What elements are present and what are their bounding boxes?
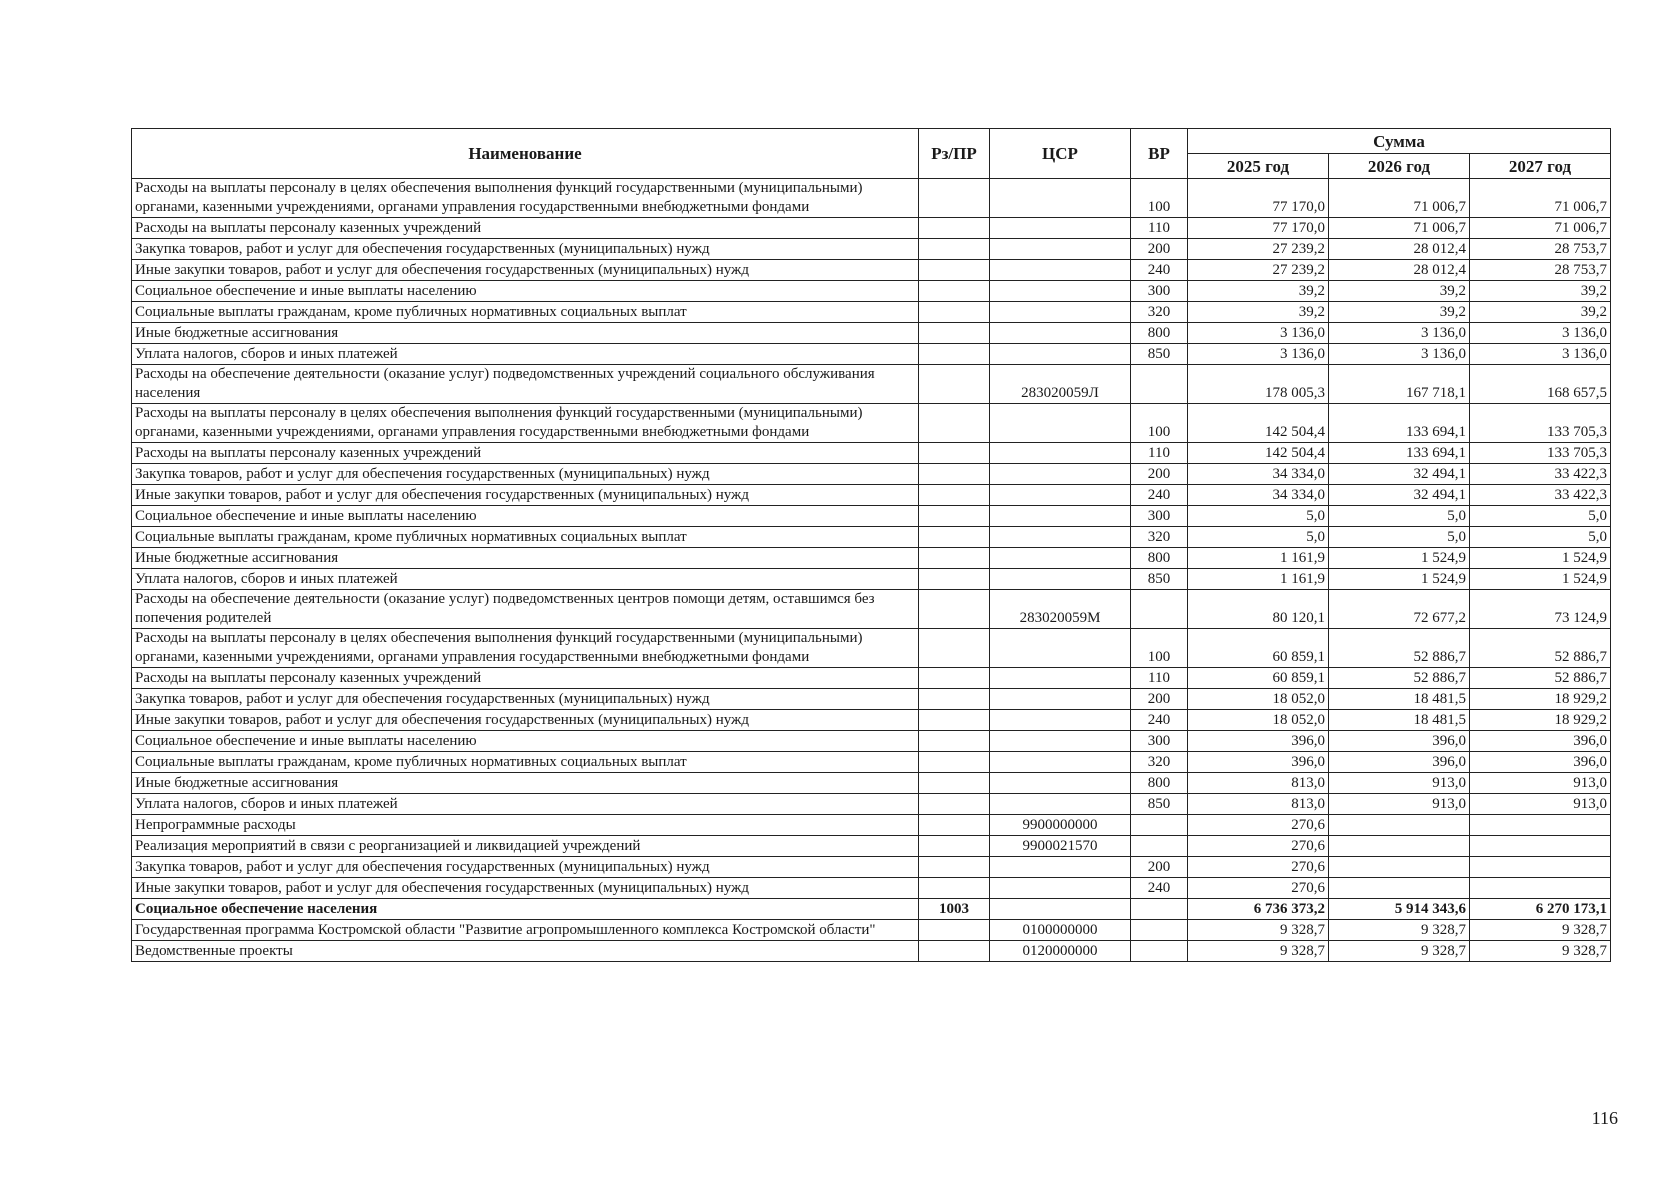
cell-sum-2026: 913,0 (1329, 794, 1470, 815)
table-row (132, 548, 1611, 569)
cell-sum-2025: 270,6 (1188, 836, 1329, 857)
cell-sum-2026: 72 677,2 (1329, 590, 1470, 629)
cell-sum-2026: 133 694,1 (1329, 443, 1470, 464)
cell-sum-2026: 396,0 (1329, 752, 1470, 773)
cell-rz-pr (919, 752, 990, 773)
cell-vr: 240 (1131, 260, 1188, 281)
cell-sum-2027: 52 886,7 (1470, 629, 1611, 668)
table-row (132, 179, 1611, 218)
cell-csr: 283020059М (990, 590, 1131, 629)
cell-sum-2026 (1329, 836, 1470, 857)
cell-rz-pr (919, 485, 990, 506)
budget-table (131, 128, 1611, 962)
cell-sum-2025: 396,0 (1188, 752, 1329, 773)
cell-sum-2027: 71 006,7 (1470, 218, 1611, 239)
table-row (132, 218, 1611, 239)
cell-sum-2027: 1 524,9 (1470, 548, 1611, 569)
cell-rz-pr (919, 506, 990, 527)
cell-name: Закупка товаров, работ и услуг для обеспечения государственных (муниципальных) нужд (132, 689, 919, 710)
cell-csr (990, 878, 1131, 899)
cell-sum-2027: 28 753,7 (1470, 239, 1611, 260)
cell-vr: 100 (1131, 629, 1188, 668)
header-year-2025: 2025 год (1188, 154, 1329, 179)
cell-csr (990, 689, 1131, 710)
table-row (132, 323, 1611, 344)
header-year-2026: 2026 год (1329, 154, 1470, 179)
cell-sum-2026: 52 886,7 (1329, 629, 1470, 668)
cell-sum-2026 (1329, 878, 1470, 899)
cell-sum-2026: 9 328,7 (1329, 941, 1470, 962)
cell-sum-2027: 396,0 (1470, 731, 1611, 752)
cell-vr (1131, 590, 1188, 629)
cell-name: Иные закупки товаров, работ и услуг для обеспечения государственных (муниципальных) нужд (132, 710, 919, 731)
cell-rz-pr (919, 836, 990, 857)
cell-rz-pr (919, 878, 990, 899)
table-row (132, 731, 1611, 752)
cell-rz-pr (919, 710, 990, 731)
cell-sum-2025: 5,0 (1188, 527, 1329, 548)
cell-csr (990, 752, 1131, 773)
cell-sum-2026: 133 694,1 (1329, 404, 1470, 443)
cell-sum-2025: 9 328,7 (1188, 920, 1329, 941)
cell-sum-2027 (1470, 836, 1611, 857)
cell-vr: 110 (1131, 668, 1188, 689)
cell-name: Социальное обеспечение и иные выплаты населению (132, 281, 919, 302)
cell-vr: 110 (1131, 218, 1188, 239)
cell-sum-2026: 3 136,0 (1329, 344, 1470, 365)
table-row (132, 710, 1611, 731)
cell-sum-2027: 168 657,5 (1470, 365, 1611, 404)
cell-name: Социальные выплаты гражданам, кроме публичных нормативных социальных выплат (132, 527, 919, 548)
table-row (132, 485, 1611, 506)
cell-csr (990, 344, 1131, 365)
cell-rz-pr (919, 443, 990, 464)
table-row (132, 689, 1611, 710)
header-name: Наименование (132, 129, 919, 179)
cell-csr (990, 629, 1131, 668)
cell-rz-pr (919, 239, 990, 260)
cell-sum-2025: 142 504,4 (1188, 443, 1329, 464)
cell-name: Закупка товаров, работ и услуг для обеспечения государственных (муниципальных) нужд (132, 239, 919, 260)
table-row (132, 668, 1611, 689)
cell-csr (990, 302, 1131, 323)
cell-vr: 800 (1131, 548, 1188, 569)
cell-name: Расходы на обеспечение деятельности (оказание услуг) подведомственных учреждений социального обслуживания населения (132, 365, 919, 404)
cell-csr (990, 668, 1131, 689)
cell-name: Социальные выплаты гражданам, кроме публичных нормативных социальных выплат (132, 302, 919, 323)
cell-csr (990, 506, 1131, 527)
cell-sum-2027 (1470, 857, 1611, 878)
cell-rz-pr (919, 281, 990, 302)
cell-sum-2025: 3 136,0 (1188, 344, 1329, 365)
table-row (132, 794, 1611, 815)
cell-rz-pr (919, 404, 990, 443)
cell-name: Иные закупки товаров, работ и услуг для обеспечения государственных (муниципальных) нужд (132, 485, 919, 506)
cell-csr (990, 485, 1131, 506)
cell-vr: 300 (1131, 731, 1188, 752)
cell-sum-2025: 18 052,0 (1188, 689, 1329, 710)
cell-rz-pr (919, 344, 990, 365)
cell-sum-2026: 5,0 (1329, 506, 1470, 527)
cell-name: Социальное обеспечение населения (132, 899, 919, 920)
cell-name: Расходы на выплаты персоналу в целях обеспечения выполнения функций государственными (муниципальными) органами, казенными учреждениями, органами управления государственными внебюджетными фондами (132, 404, 919, 443)
cell-csr (990, 281, 1131, 302)
table-row (132, 404, 1611, 443)
cell-vr: 800 (1131, 773, 1188, 794)
cell-vr (1131, 920, 1188, 941)
cell-name: Социальное обеспечение и иные выплаты населению (132, 731, 919, 752)
cell-sum-2025: 39,2 (1188, 281, 1329, 302)
cell-csr (990, 857, 1131, 878)
cell-sum-2026: 5 914 343,6 (1329, 899, 1470, 920)
header-vr: ВР (1131, 129, 1188, 179)
table-row (132, 878, 1611, 899)
cell-rz-pr (919, 668, 990, 689)
cell-name: Расходы на выплаты персоналу в целях обеспечения выполнения функций государственными (муниципальными) органами, казенными учреждениями, органами управления государственными внебюджетными фондами (132, 179, 919, 218)
cell-sum-2025: 270,6 (1188, 878, 1329, 899)
cell-csr (990, 773, 1131, 794)
table-row (132, 752, 1611, 773)
cell-sum-2025: 60 859,1 (1188, 629, 1329, 668)
cell-sum-2026: 5,0 (1329, 527, 1470, 548)
cell-sum-2027: 9 328,7 (1470, 920, 1611, 941)
cell-name: Иные закупки товаров, работ и услуг для обеспечения государственных (муниципальных) нужд (132, 260, 919, 281)
cell-vr: 300 (1131, 506, 1188, 527)
table-body (132, 179, 1611, 962)
cell-name: Непрограммные расходы (132, 815, 919, 836)
cell-name: Уплата налогов, сборов и иных платежей (132, 569, 919, 590)
cell-name: Иные бюджетные ассигнования (132, 773, 919, 794)
table-row (132, 920, 1611, 941)
cell-sum-2026: 32 494,1 (1329, 485, 1470, 506)
table-row (132, 815, 1611, 836)
cell-vr: 320 (1131, 752, 1188, 773)
cell-sum-2026: 71 006,7 (1329, 218, 1470, 239)
cell-sum-2027: 71 006,7 (1470, 179, 1611, 218)
cell-name: Расходы на выплаты персоналу казенных учреждений (132, 218, 919, 239)
cell-rz-pr (919, 731, 990, 752)
cell-sum-2026: 71 006,7 (1329, 179, 1470, 218)
cell-sum-2027: 5,0 (1470, 506, 1611, 527)
cell-sum-2026 (1329, 815, 1470, 836)
cell-sum-2025: 27 239,2 (1188, 239, 1329, 260)
cell-sum-2025: 80 120,1 (1188, 590, 1329, 629)
cell-sum-2025: 270,6 (1188, 815, 1329, 836)
cell-sum-2026: 39,2 (1329, 302, 1470, 323)
cell-sum-2027: 52 886,7 (1470, 668, 1611, 689)
cell-vr (1131, 899, 1188, 920)
cell-csr: 9900021570 (990, 836, 1131, 857)
cell-csr (990, 794, 1131, 815)
cell-csr (990, 218, 1131, 239)
table-row (132, 773, 1611, 794)
cell-rz-pr (919, 464, 990, 485)
cell-rz-pr (919, 815, 990, 836)
cell-sum-2027: 39,2 (1470, 281, 1611, 302)
cell-rz-pr (919, 218, 990, 239)
cell-sum-2027: 396,0 (1470, 752, 1611, 773)
table-row (132, 260, 1611, 281)
cell-sum-2025: 813,0 (1188, 794, 1329, 815)
cell-sum-2025: 813,0 (1188, 773, 1329, 794)
table-row (132, 899, 1611, 920)
cell-sum-2026 (1329, 857, 1470, 878)
cell-sum-2026: 18 481,5 (1329, 710, 1470, 731)
table-row (132, 506, 1611, 527)
header-sum: Сумма (1188, 129, 1611, 154)
cell-name: Расходы на выплаты персоналу казенных учреждений (132, 668, 919, 689)
table-row (132, 857, 1611, 878)
page-number: 116 (1591, 1108, 1618, 1128)
cell-sum-2026: 167 718,1 (1329, 365, 1470, 404)
cell-rz-pr (919, 857, 990, 878)
cell-sum-2025: 6 736 373,2 (1188, 899, 1329, 920)
cell-vr (1131, 836, 1188, 857)
cell-sum-2027: 73 124,9 (1470, 590, 1611, 629)
cell-rz-pr (919, 179, 990, 218)
cell-sum-2026: 913,0 (1329, 773, 1470, 794)
cell-sum-2025: 27 239,2 (1188, 260, 1329, 281)
cell-name: Иные закупки товаров, работ и услуг для обеспечения государственных (муниципальных) нужд (132, 878, 919, 899)
table-row (132, 629, 1611, 668)
cell-sum-2025: 18 052,0 (1188, 710, 1329, 731)
cell-sum-2026: 9 328,7 (1329, 920, 1470, 941)
cell-sum-2025: 77 170,0 (1188, 218, 1329, 239)
cell-csr (990, 569, 1131, 590)
cell-vr (1131, 941, 1188, 962)
cell-name: Расходы на обеспечение деятельности (оказание услуг) подведомственных центров помощи детям, оставшимся без попечения родителей (132, 590, 919, 629)
cell-name: Закупка товаров, работ и услуг для обеспечения государственных (муниципальных) нужд (132, 464, 919, 485)
cell-csr (990, 404, 1131, 443)
cell-csr (990, 899, 1131, 920)
cell-csr: 9900000000 (990, 815, 1131, 836)
cell-name: Реализация мероприятий в связи с реорганизацией и ликвидацией учреждений (132, 836, 919, 857)
cell-rz-pr (919, 794, 990, 815)
table-header (132, 129, 1611, 179)
cell-sum-2025: 1 161,9 (1188, 548, 1329, 569)
cell-csr (990, 260, 1131, 281)
cell-sum-2025: 9 328,7 (1188, 941, 1329, 962)
cell-csr (990, 323, 1131, 344)
cell-sum-2027: 1 524,9 (1470, 569, 1611, 590)
cell-sum-2025: 39,2 (1188, 302, 1329, 323)
table-row (132, 365, 1611, 404)
cell-rz-pr (919, 920, 990, 941)
cell-sum-2026: 28 012,4 (1329, 239, 1470, 260)
cell-vr: 200 (1131, 689, 1188, 710)
cell-sum-2027: 3 136,0 (1470, 344, 1611, 365)
cell-sum-2026: 32 494,1 (1329, 464, 1470, 485)
cell-sum-2026: 52 886,7 (1329, 668, 1470, 689)
cell-sum-2026: 3 136,0 (1329, 323, 1470, 344)
cell-name: Уплата налогов, сборов и иных платежей (132, 344, 919, 365)
cell-csr (990, 464, 1131, 485)
table-row (132, 527, 1611, 548)
cell-sum-2027: 9 328,7 (1470, 941, 1611, 962)
table-row (132, 302, 1611, 323)
cell-name: Иные бюджетные ассигнования (132, 548, 919, 569)
cell-sum-2027: 18 929,2 (1470, 689, 1611, 710)
cell-sum-2026: 396,0 (1329, 731, 1470, 752)
cell-sum-2027: 39,2 (1470, 302, 1611, 323)
cell-vr: 800 (1131, 323, 1188, 344)
cell-name: Расходы на выплаты персоналу в целях обеспечения выполнения функций государственными (муниципальными) органами, казенными учреждениями, органами управления государственными внебюджетными фондами (132, 629, 919, 668)
cell-vr: 850 (1131, 344, 1188, 365)
cell-sum-2027: 913,0 (1470, 773, 1611, 794)
cell-vr (1131, 815, 1188, 836)
cell-vr: 320 (1131, 527, 1188, 548)
cell-vr: 240 (1131, 710, 1188, 731)
cell-sum-2027: 18 929,2 (1470, 710, 1611, 731)
cell-name: Расходы на выплаты персоналу казенных учреждений (132, 443, 919, 464)
cell-rz-pr (919, 365, 990, 404)
cell-name: Ведомственные проекты (132, 941, 919, 962)
header-rz: Рз/ПР (919, 129, 990, 179)
cell-sum-2025: 60 859,1 (1188, 668, 1329, 689)
cell-name: Уплата налогов, сборов и иных платежей (132, 794, 919, 815)
cell-vr (1131, 365, 1188, 404)
table-row (132, 344, 1611, 365)
cell-sum-2026: 1 524,9 (1329, 548, 1470, 569)
cell-csr (990, 179, 1131, 218)
cell-sum-2025: 396,0 (1188, 731, 1329, 752)
cell-vr: 300 (1131, 281, 1188, 302)
cell-vr: 200 (1131, 857, 1188, 878)
cell-rz-pr (919, 590, 990, 629)
cell-sum-2025: 142 504,4 (1188, 404, 1329, 443)
cell-vr: 850 (1131, 569, 1188, 590)
cell-csr: 0120000000 (990, 941, 1131, 962)
cell-vr: 320 (1131, 302, 1188, 323)
cell-csr (990, 239, 1131, 260)
header-csr: ЦСР (990, 129, 1131, 179)
cell-sum-2027: 6 270 173,1 (1470, 899, 1611, 920)
table-row (132, 239, 1611, 260)
cell-vr: 200 (1131, 239, 1188, 260)
cell-sum-2027: 133 705,3 (1470, 404, 1611, 443)
cell-rz-pr (919, 941, 990, 962)
cell-csr (990, 731, 1131, 752)
cell-rz-pr (919, 302, 990, 323)
table-row (132, 464, 1611, 485)
cell-rz-pr (919, 260, 990, 281)
cell-vr: 850 (1131, 794, 1188, 815)
cell-sum-2027: 133 705,3 (1470, 443, 1611, 464)
cell-sum-2026: 1 524,9 (1329, 569, 1470, 590)
cell-sum-2027: 28 753,7 (1470, 260, 1611, 281)
cell-name: Социальные выплаты гражданам, кроме публичных нормативных социальных выплат (132, 752, 919, 773)
cell-rz-pr (919, 689, 990, 710)
table-row (132, 836, 1611, 857)
cell-sum-2025: 34 334,0 (1188, 485, 1329, 506)
cell-rz-pr (919, 773, 990, 794)
cell-sum-2027: 913,0 (1470, 794, 1611, 815)
cell-name: Государственная программа Костромской области "Развитие агропромышленного комплекса Костромской области" (132, 920, 919, 941)
cell-csr (990, 548, 1131, 569)
cell-vr: 240 (1131, 878, 1188, 899)
cell-sum-2027 (1470, 815, 1611, 836)
table-row (132, 941, 1611, 962)
table-row (132, 281, 1611, 302)
cell-sum-2027: 33 422,3 (1470, 464, 1611, 485)
cell-vr: 110 (1131, 443, 1188, 464)
table-row (132, 569, 1611, 590)
cell-sum-2027: 5,0 (1470, 527, 1611, 548)
cell-sum-2027: 33 422,3 (1470, 485, 1611, 506)
cell-rz-pr (919, 527, 990, 548)
cell-sum-2025: 270,6 (1188, 857, 1329, 878)
cell-sum-2025: 34 334,0 (1188, 464, 1329, 485)
cell-vr: 240 (1131, 485, 1188, 506)
cell-sum-2025: 178 005,3 (1188, 365, 1329, 404)
cell-sum-2027: 3 136,0 (1470, 323, 1611, 344)
cell-vr: 200 (1131, 464, 1188, 485)
cell-name: Иные бюджетные ассигнования (132, 323, 919, 344)
cell-rz-pr (919, 569, 990, 590)
cell-name: Закупка товаров, работ и услуг для обеспечения государственных (муниципальных) нужд (132, 857, 919, 878)
cell-sum-2025: 5,0 (1188, 506, 1329, 527)
cell-csr: 283020059Л (990, 365, 1131, 404)
cell-csr (990, 710, 1131, 731)
cell-sum-2026: 18 481,5 (1329, 689, 1470, 710)
cell-sum-2026: 28 012,4 (1329, 260, 1470, 281)
cell-csr (990, 527, 1131, 548)
cell-csr (990, 443, 1131, 464)
cell-name: Социальное обеспечение и иные выплаты населению (132, 506, 919, 527)
cell-sum-2025: 3 136,0 (1188, 323, 1329, 344)
table-row (132, 443, 1611, 464)
cell-rz-pr (919, 548, 990, 569)
table-row (132, 590, 1611, 629)
cell-vr: 100 (1131, 179, 1188, 218)
cell-vr: 100 (1131, 404, 1188, 443)
header-year-2027: 2027 год (1470, 154, 1611, 179)
cell-rz-pr: 1003 (919, 899, 990, 920)
cell-sum-2026: 39,2 (1329, 281, 1470, 302)
cell-csr: 0100000000 (990, 920, 1131, 941)
cell-rz-pr (919, 629, 990, 668)
cell-rz-pr (919, 323, 990, 344)
cell-sum-2025: 77 170,0 (1188, 179, 1329, 218)
budget-document (131, 128, 1610, 962)
cell-sum-2025: 1 161,9 (1188, 569, 1329, 590)
cell-sum-2027 (1470, 878, 1611, 899)
